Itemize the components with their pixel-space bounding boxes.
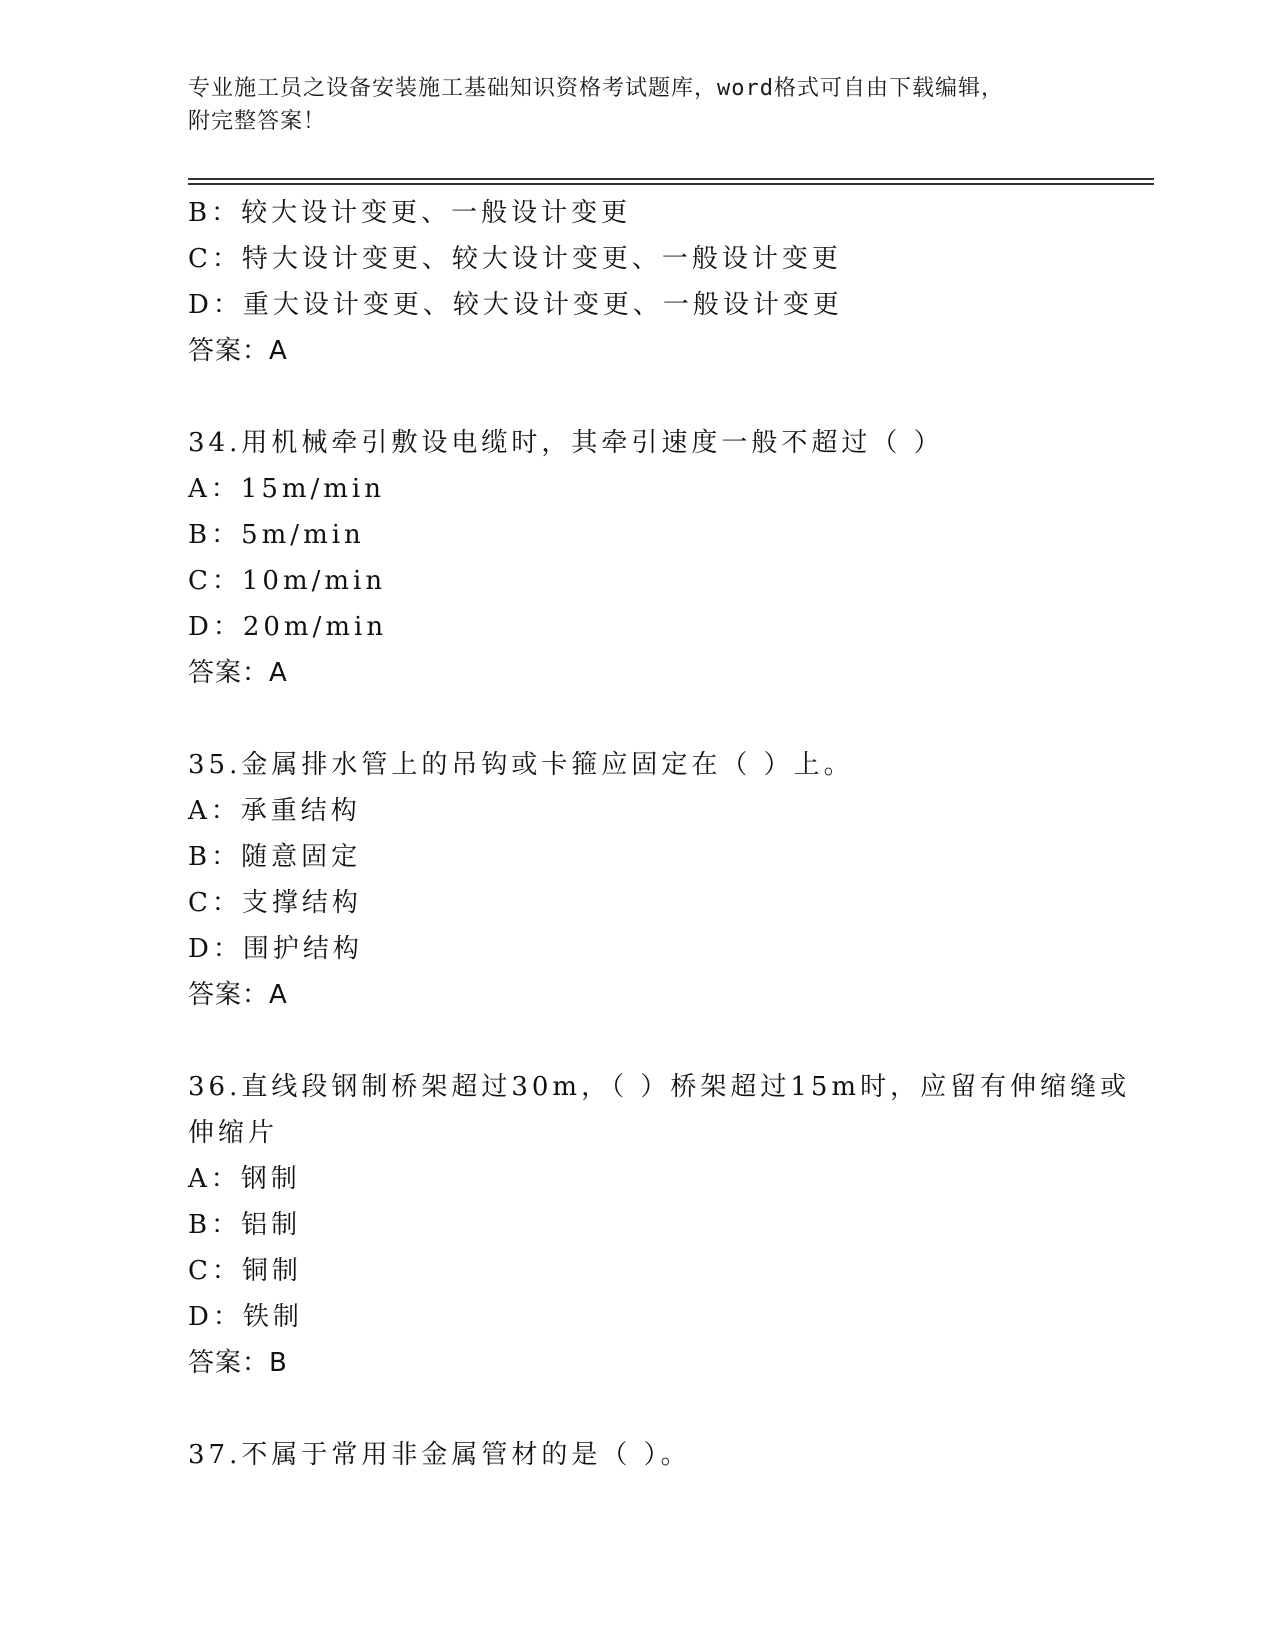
option-c: C：支撑结构 [188, 888, 362, 918]
question-36 [188, 1064, 1148, 1386]
answer-line: 答案：A [188, 336, 288, 366]
question-text: 36.直线段钢制桥架超过30m，（ ）桥架超过15m时，应留有伸缩缝或 [188, 1072, 1131, 1102]
option-b: B：5m/min [188, 520, 365, 550]
option-c: C：10m/min [188, 566, 387, 596]
header-title-line-1: 专业施工员之设备安装施工基础知识资格考试题库，word格式可自由下载编辑， [188, 76, 1004, 101]
question-33-continued [188, 190, 1148, 374]
header-divider-top [188, 178, 1154, 180]
page-header [188, 72, 1068, 138]
header-divider-bottom [188, 183, 1154, 185]
spacer [188, 374, 1148, 420]
option-b: B：铝制 [188, 1210, 302, 1240]
option-d: D：20m/min [188, 612, 388, 642]
option-d: D：铁制 [188, 1302, 303, 1332]
question-text: 37.不属于常用非金属管材的是（ ）。 [188, 1440, 691, 1470]
option-c: C：铜制 [188, 1256, 302, 1286]
answer-line: 答案：A [188, 658, 288, 688]
question-text: 35.金属排水管上的吊钩或卡箍应固定在（ ）上。 [188, 750, 854, 780]
option-d: D：重大设计变更、较大设计变更、一般设计变更 [188, 290, 843, 320]
option-b: B：随意固定 [188, 842, 362, 872]
question-37 [188, 1432, 1148, 1478]
spacer [188, 1386, 1148, 1432]
question-34 [188, 420, 1148, 696]
option-c: C：特大设计变更、较大设计变更、一般设计变更 [188, 244, 842, 274]
header-title-line-2: 附完整答案！ [188, 109, 327, 134]
spacer [188, 696, 1148, 742]
question-text: 34.用机械牵引敷设电缆时，其牵引速度一般不超过（ ） [188, 428, 944, 458]
question-35 [188, 742, 1148, 1018]
question-list [188, 190, 1148, 1478]
option-a: A：15m/min [188, 474, 385, 504]
spacer [188, 1018, 1148, 1064]
answer-line: 答案：A [188, 980, 288, 1010]
option-d: D：围护结构 [188, 934, 363, 964]
question-text-continued: 伸缩片 [188, 1118, 279, 1148]
option-a: A：承重结构 [188, 796, 361, 826]
option-b: B：较大设计变更、一般设计变更 [188, 198, 632, 228]
option-a: A：钢制 [188, 1164, 301, 1194]
answer-line: 答案：B [188, 1348, 288, 1378]
